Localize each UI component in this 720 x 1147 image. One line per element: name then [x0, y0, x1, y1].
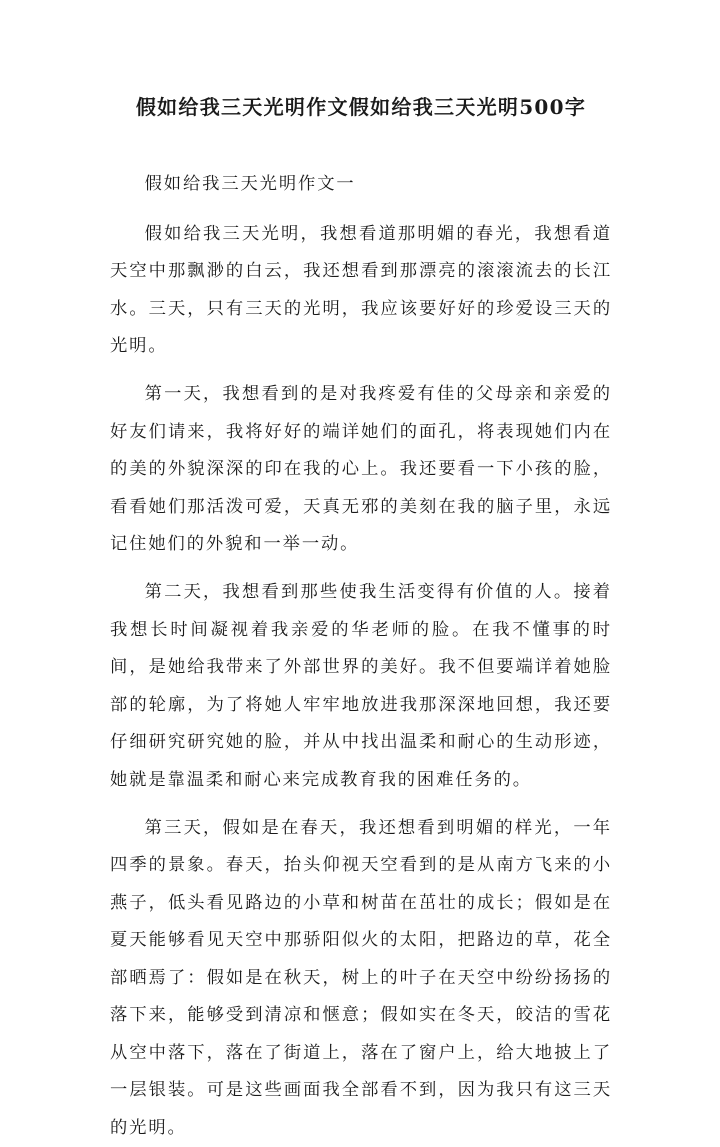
section-heading: 假如给我三天光明作文一	[110, 166, 612, 204]
document-body	[110, 166, 612, 1147]
paragraph-day-one: 第一天，我想看到的是对我疼爱有佳的父母亲和亲爱的好友们请来，我将好好的端详她们的面孔，将表现她们内在的美的外貌深深的印在我的心上。我还要看一下小孩的脸，看看她们那活泼可爱，天真无邪的美刻在我的脑子里，永远记住她们的外貌和一举一动。	[110, 376, 612, 564]
document-title: 假如给我三天光明作文假如给我三天光明500字	[110, 94, 612, 120]
paragraph-day-three: 第三天，假如是在春天，我还想看到明媚的样光，一年四季的景象。春天，抬头仰视天空看到的是从南方飞来的小燕子，低头看见路边的小草和树苗在茁壮的成长；假如是在夏天能够看见天空中那骄阳似火的太阳，把路边的草，花全部晒焉了：假如是在秋天，树上的叶子在天空中纷纷扬扬的落下来，能够受到清凉和惬意；假如实在冬天，皎洁的雪花从空中落下，落在了街道上，落在了窗户上，给大地披上了一层银装。可是这些画面我全部看不到，因为我只有这三天的光明。	[110, 810, 612, 1147]
paragraph-day-two: 第二天，我想看到那些使我生活变得有价值的人。接着我想长时间凝视着我亲爱的华老师的脸。在我不懂事的时间，是她给我带来了外部世界的美好。我不但要端详着她脸部的轮廓，为了将她人牢牢地放进我那深深地回想，我还要仔细研究研究她的脸，并从中找出温柔和耐心的生动形迹，她就是靠温柔和耐心来完成教育我的困难任务的。	[110, 574, 612, 799]
paragraph-intro: 假如给我三天光明，我想看道那明媚的春光，我想看道天空中那飘渺的白云，我还想看到那漂亮的滚滚流去的长江水。三天，只有三天的光明，我应该要好好的珍爱设三天的光明。	[110, 216, 612, 366]
